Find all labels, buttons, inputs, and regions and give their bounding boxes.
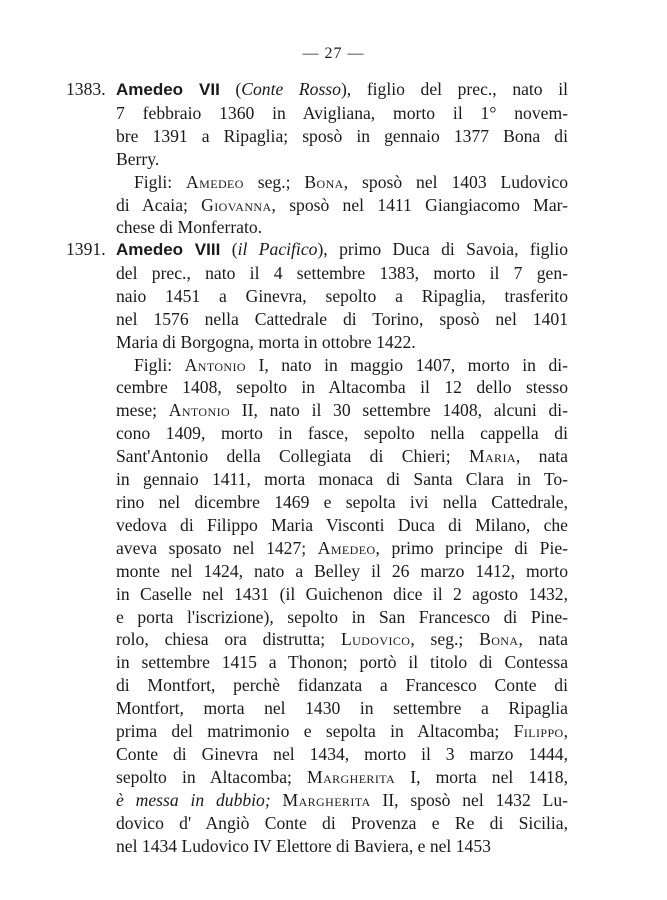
text-run: aveva sposato nel 1427;	[116, 537, 318, 558]
text-line: Amedeo VIII (il Pacifico), primo Duca di Savoia, figlio	[116, 239, 568, 259]
text-run: cembre 1408, sepolto in Altacomba il 12 dello stesso	[116, 377, 568, 398]
text-run	[271, 790, 283, 810]
text-line	[116, 812, 568, 835]
entry-year: 1391.	[66, 239, 106, 259]
text-line	[116, 789, 568, 812]
text-line: 7 febbraio 1360 in Avigliana, morto il 1° novem-	[116, 102, 568, 123]
text-run: cono 1409, morto in fasce, sepolto nella cappella di	[116, 423, 568, 444]
entry-amedeo-vii	[66, 78, 568, 239]
child-name: Amedeo	[186, 171, 244, 192]
text-run: Sant'Antonio della Collegiata di Chieri;	[116, 446, 469, 467]
text-run: chese di Monferrato.	[116, 217, 263, 238]
text-run: ,	[563, 721, 568, 742]
text-run: I, nato in maggio 1407, morto in di-	[245, 354, 568, 375]
child-name: Bona	[304, 171, 344, 192]
entry-children	[116, 171, 568, 240]
entry-name: Amedeo VII	[116, 80, 220, 99]
text-line	[116, 194, 568, 217]
entry-bio	[116, 238, 568, 354]
text-run: sepolto in Altacomba;	[116, 766, 308, 787]
text-line	[116, 583, 568, 606]
text-run: nel 1434 Ludovico IV Elettore di Baviera, e nel 1453	[116, 835, 491, 856]
text-run: rolo, chiesa ora distrutta;	[116, 629, 342, 650]
text-line	[116, 468, 568, 491]
text-line	[116, 835, 568, 858]
text-line: del prec., nato il 4 settembre 1383, morto il 7 gen-	[116, 262, 568, 283]
text-run: II, nato il 30 settembre 1408, alcuni di-	[230, 400, 568, 421]
text-run: Conte di Ginevra nel 1434, morto il 3 marzo 1444,	[116, 743, 568, 764]
text-line: Maria di Borgogna, morta in ottobre 1422.	[116, 331, 416, 352]
text-run: di Montfort, perchè fidanzata a Francesco Conte di	[116, 675, 568, 696]
text-line	[116, 606, 568, 629]
text-run: , seg.;	[410, 629, 480, 650]
text-run: e porta l'iscrizione), sepolto in San Francesco di Pine-	[116, 606, 568, 627]
text-run: mese;	[116, 400, 169, 421]
text-line: bre 1391 a Ripaglia; sposò in gennaio 1377 Bona di	[116, 125, 568, 146]
text-run: vedova di Filippo Maria Visconti Duca di Milano, che	[116, 514, 568, 535]
child-name: Margherita	[307, 766, 396, 787]
text-line	[116, 537, 568, 560]
text-run: in settembre 1415 a Thonon; portò il titolo di Contessa	[116, 652, 568, 673]
text-run: prima del matrimonio e sepolta in Altacomba;	[116, 721, 514, 742]
text-line	[116, 399, 568, 422]
entry-year: 1383.	[66, 79, 106, 99]
text-line	[116, 216, 568, 239]
entry-epithet: il Pacifico	[237, 239, 318, 259]
text-run: in Caselle nel 1431 (il Guichenon dice il 2 agosto 1432,	[116, 583, 568, 604]
child-name: Margherita	[282, 789, 371, 810]
text-run: monte nel 1424, nato a Belley il 26 marzo 1412, morto	[116, 560, 568, 581]
text-run: seg.;	[243, 171, 305, 192]
text-line	[116, 354, 568, 377]
child-name: Bona	[479, 629, 519, 650]
entry-children	[116, 354, 568, 858]
child-name: Filippo	[513, 721, 564, 742]
text-run: primo Duca di Savoia, figlio	[339, 239, 568, 259]
text-run: Montfort, morta nel 1430 in settembre a Ripaglia	[116, 698, 568, 719]
text-line: Amedeo VII (Conte Rosso), figlio del prec., nato il	[116, 79, 568, 99]
text-run: dovico d' Angiò Conte di Provenza e Re di Sicilia,	[116, 812, 568, 833]
text-run: figlio del prec., nato il	[366, 79, 568, 99]
italic-note: è messa in dubbio;	[116, 789, 271, 810]
page-number: — 27 —	[302, 45, 365, 62]
text-line	[116, 674, 568, 697]
text-line	[116, 628, 568, 651]
text-line	[116, 445, 568, 468]
text-run: , sposò nel 1411 Giangiacomo Mar-	[271, 194, 568, 215]
text-line	[116, 766, 568, 789]
child-name: Maria	[468, 446, 516, 467]
child-name: Amedeo	[317, 537, 376, 558]
entry-epithet: Conte Rosso	[241, 79, 341, 99]
text-run: , nata	[518, 629, 568, 650]
text-line: naio 1451 a Ginevra, sepolto a Ripaglia, trasferito	[116, 285, 568, 306]
text-run: , sposò nel 1403 Ludovico	[343, 171, 568, 192]
text-line	[116, 491, 568, 514]
text-run: Figli:	[134, 354, 185, 375]
text-run: , nata	[515, 446, 568, 467]
child-name: Giovanna	[201, 194, 272, 215]
entry-amedeo-viii	[66, 238, 569, 857]
text-run: II, sposò nel 1432 Lu-	[370, 789, 568, 810]
text-run: Figli:	[134, 171, 187, 192]
text-run: , primo principe di Pie-	[375, 537, 568, 558]
text-line	[116, 651, 568, 674]
entry-name: Amedeo VIII	[116, 240, 221, 259]
child-name: Antonio	[184, 354, 246, 375]
entry-bio	[116, 78, 568, 171]
text-line	[116, 743, 568, 766]
text-run: in gennaio 1411, morta monaca di Santa Clara in To-	[116, 469, 568, 490]
child-name: Ludovico	[341, 629, 411, 650]
text-line	[116, 720, 568, 743]
text-line: nel 1576 nella Cattedrale di Torino, sposò nel 1401	[116, 308, 568, 329]
text-line	[116, 697, 568, 720]
text-line	[116, 171, 568, 194]
text-run: rino nel dicembre 1469 e sepolta ivi nella Cattedrale,	[116, 491, 568, 512]
child-name: Antonio	[168, 400, 231, 421]
text-line	[116, 422, 568, 445]
text-line	[116, 560, 568, 583]
text-run: di Acaia;	[116, 194, 202, 215]
text-line	[116, 514, 568, 537]
text-line	[116, 376, 568, 399]
text-run: I, morta nel 1418,	[395, 766, 569, 787]
text-line: Berry.	[116, 148, 160, 169]
